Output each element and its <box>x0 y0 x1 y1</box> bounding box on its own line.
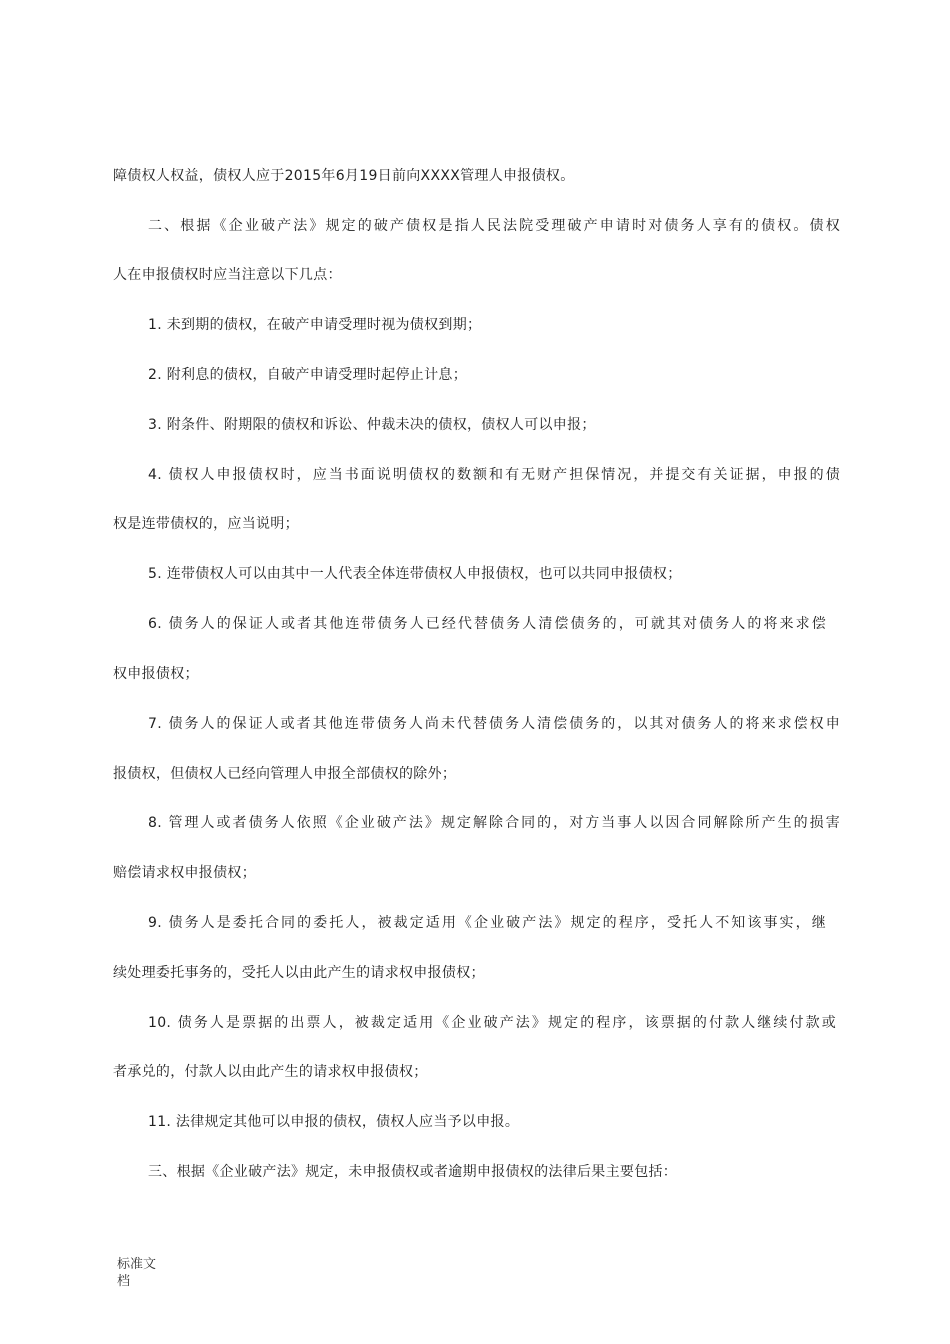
list-item-continuation: 权申报债权； <box>113 666 199 682</box>
paragraph-line: 障债权人权益，债权人应于2015年6月19日前向XXXX管理人申报债权。 <box>113 168 575 184</box>
list-item: 1. 未到期的债权，在破产申请受理时视为债权到期； <box>148 317 482 333</box>
list-item-continuation: 续处理委托事务的，受托人以由此产生的请求权申报债权； <box>113 965 485 981</box>
list-item: 8. 管理人或者债务人依照《企业破产法》规定解除合同的，对方当事人以因合同解除所产生的损害 <box>148 815 840 831</box>
list-item: 6. 债务人的保证人或者其他连带债务人已经代替债务人清偿债务的，可就其对债务人的将来求偿 <box>148 616 826 632</box>
list-item: 2. 附利息的债权，自破产申请受理时起停止计息； <box>148 367 468 383</box>
list-item: 7. 债务人的保证人或者其他连带债务人尚未代替债务人清偿债务的，以其对债务人的将来求偿权申 <box>148 716 840 732</box>
paragraph-line: 二、根据《企业破产法》规定的破产债权是指人民法院受理破产申请时对债务人享有的债权。债权 <box>148 218 840 234</box>
list-item-continuation: 赔偿请求权申报债权； <box>113 865 256 881</box>
list-item: 4. 债权人申报债权时，应当书面说明债权的数额和有无财产担保情况，并提交有关证据，申报的债 <box>148 467 840 483</box>
list-item: 9. 债务人是委托合同的委托人，被裁定适用《企业破产法》规定的程序，受托人不知该事实，继 <box>148 915 826 931</box>
list-item-continuation: 报债权，但债权人已经向管理人申报全部债权的除外； <box>113 766 457 782</box>
list-item: 5. 连带债权人可以由其中一人代表全体连带债权人申报债权，也可以共同申报债权； <box>148 566 682 582</box>
page-footer <box>117 1256 156 1290</box>
footer-line: 档 <box>117 1274 131 1289</box>
list-item-continuation: 权是连带债权的，应当说明； <box>113 516 299 532</box>
list-item: 3. 附条件、附期限的债权和诉讼、仲裁未决的债权，债权人可以申报； <box>148 417 596 433</box>
paragraph-line: 人在申报债权时应当注意以下几点： <box>113 267 342 283</box>
paragraph-line: 三、根据《企业破产法》规定，未申报债权或者逾期申报债权的法律后果主要包括： <box>148 1164 678 1180</box>
list-item-continuation: 者承兑的，付款人以由此产生的请求权申报债权； <box>113 1064 428 1080</box>
list-item: 11. 法律规定其他可以申报的债权，债权人应当予以申报。 <box>148 1114 520 1130</box>
list-item: 10. 债务人是票据的出票人，被裁定适用《企业破产法》规定的程序，该票据的付款人继续付款或 <box>148 1015 836 1031</box>
footer-line: 标准文 <box>117 1257 157 1272</box>
